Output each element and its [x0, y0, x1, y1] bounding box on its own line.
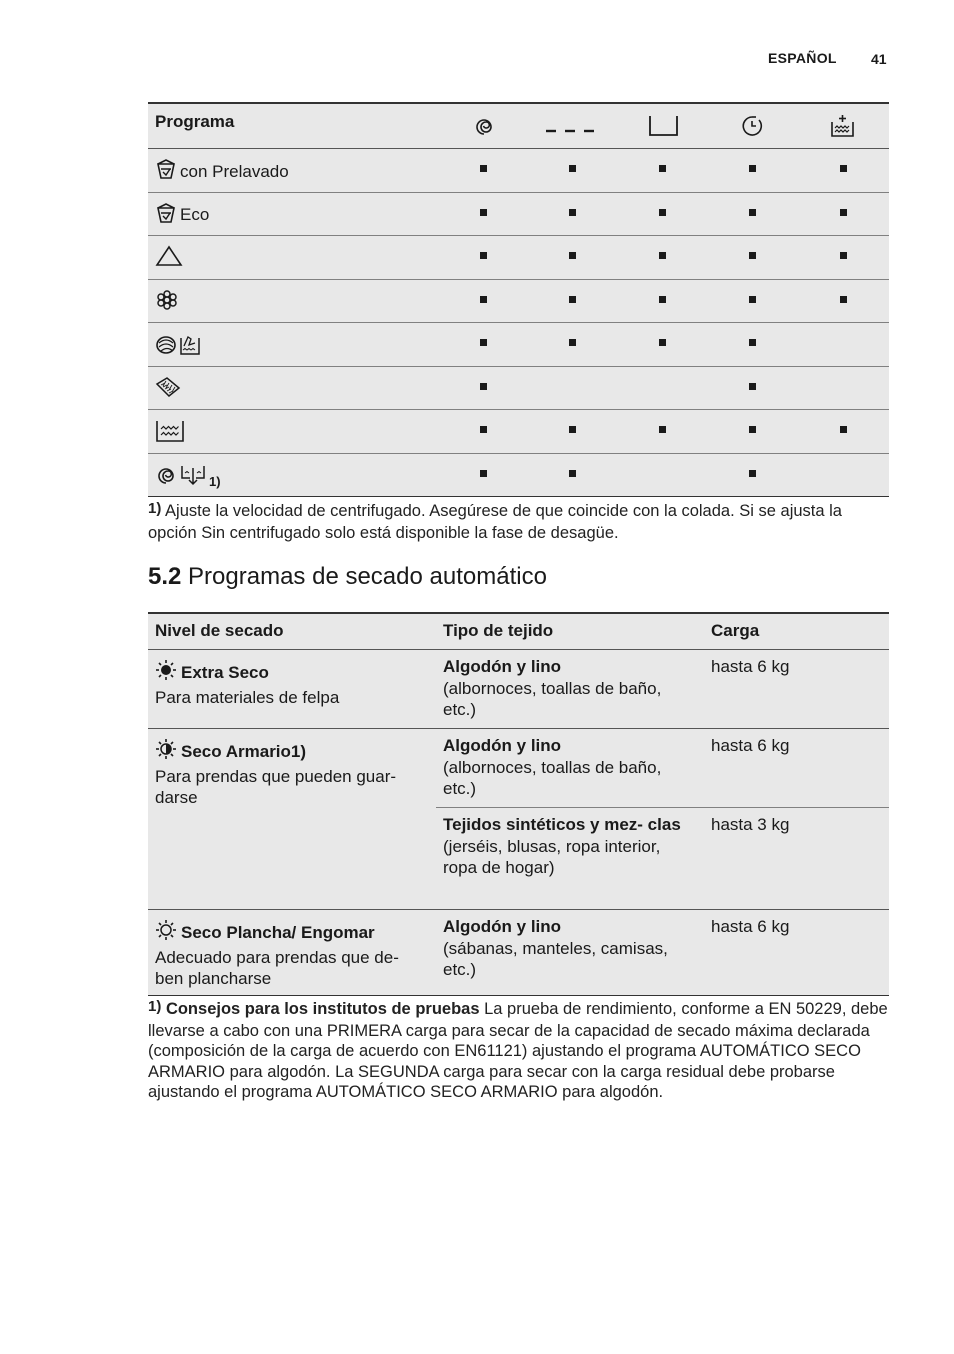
program-row [148, 454, 889, 498]
drying-level-desc: Adecuado para prendas que de- ben plancharse [155, 947, 399, 988]
sun-outline-icon [155, 919, 177, 947]
col-header-level: Nivel de secado [155, 621, 284, 640]
option-mark [569, 296, 576, 303]
fabric-name: Algodón y lino [443, 657, 562, 676]
option-mark [480, 252, 487, 259]
drying-level-name: Extra Seco [181, 663, 269, 682]
drying-level [155, 659, 430, 708]
program-row [148, 367, 889, 411]
spin-icon [155, 463, 177, 492]
fabric-name: Algodón y lino [443, 917, 562, 936]
program-header: Programa [155, 112, 235, 131]
fabric-desc: (jerséis, blusas, ropa interior, ropa de hogar) [443, 836, 661, 877]
sun-half-icon [155, 738, 177, 766]
option-mark [659, 339, 666, 346]
fabric-cell [443, 656, 698, 721]
table2-footnote [148, 999, 890, 1103]
fabric-cell [443, 735, 698, 800]
option-mark [840, 209, 847, 216]
fabric-desc: (albornoces, toallas de baño, etc.) [443, 678, 662, 719]
option-mark [749, 470, 756, 477]
sun-full-icon [155, 659, 177, 687]
section-number: 5.2 [148, 563, 182, 590]
option-mark [480, 165, 487, 172]
page-number: 41 [871, 51, 887, 67]
options-table [148, 102, 889, 497]
footnote-text: La prueba de rendimiento, conforme a EN 50229, debe llevarse a cabo con una PRIMERA carga para secar de la capacidad de secado máxima declarada (composición de la carga de acuerdo con EN61121) ajustando el programa AUTOMÁTICO SECO ARMARIO para algodón. La SEGUNDA carga para secar con la carga residual debe probarse ajustando el programa AUTOMÁTICO SECO ARMARIO para algodón. [148, 1000, 888, 1101]
option-mark [659, 209, 666, 216]
footnote-mark: 1) [148, 998, 162, 1015]
wash-basket-icon [155, 158, 177, 185]
footnote-title: Consejos para los institutos de pruebas [165, 1000, 480, 1018]
program-row [148, 280, 889, 324]
option-mark [480, 209, 487, 216]
rinse-icon [155, 419, 185, 448]
fabric-name: Algodón y lino [443, 736, 562, 755]
wool-handwash-icon [155, 332, 201, 361]
program-row [148, 236, 889, 280]
fabric-row [436, 729, 889, 807]
option-mark [749, 252, 756, 259]
program-row [148, 149, 889, 193]
program-row [148, 193, 889, 237]
option-mark [569, 209, 576, 216]
option-mark [659, 296, 666, 303]
load-value: hasta 3 kg [711, 815, 790, 834]
fabric-cell [443, 916, 698, 981]
option-mark [569, 426, 576, 433]
drain-icon [180, 464, 206, 491]
delicates-icon [155, 376, 181, 403]
program-label: con Prelavado [180, 161, 289, 181]
footnote-mark: 1) [148, 500, 162, 517]
fabric-row [436, 650, 889, 728]
square-icon [648, 114, 680, 143]
option-mark [659, 426, 666, 433]
options-table-header [148, 102, 889, 149]
option-mark [749, 165, 756, 172]
drying-level [155, 738, 430, 809]
section-title [148, 563, 547, 591]
fabric-row [436, 910, 889, 995]
section-heading: Programas de secado automático [188, 563, 547, 590]
fabric-name: Tejidos sintéticos y mez- clas [443, 815, 681, 834]
flower-icon [155, 289, 179, 316]
drying-level-desc: Para prendas que pueden guar- darse [155, 766, 397, 807]
drying-table-header [148, 614, 889, 650]
option-mark [840, 426, 847, 433]
timer-icon [739, 114, 765, 143]
load-value: hasta 6 kg [711, 917, 790, 936]
load-value: hasta 6 kg [711, 657, 790, 676]
load-value: hasta 6 kg [711, 736, 790, 755]
fabric-desc: (albornoces, toallas de baño, etc.) [443, 757, 662, 798]
drying-level-name: Seco Plancha/ Engomar [181, 923, 375, 942]
tub-plus-icon [830, 114, 856, 145]
dashes-icon [543, 114, 603, 143]
option-mark [749, 296, 756, 303]
footnote-ref: 1) [209, 473, 221, 489]
fabric-row [436, 807, 889, 908]
drying-level-row [148, 650, 889, 729]
option-mark [569, 252, 576, 259]
wash-basket-icon [155, 202, 177, 229]
option-mark [659, 252, 666, 259]
drying-level-row [148, 729, 889, 910]
option-mark [840, 165, 847, 172]
option-mark [749, 383, 756, 390]
drying-level [155, 919, 430, 990]
option-mark [480, 383, 487, 390]
option-mark [749, 339, 756, 346]
option-mark [749, 209, 756, 216]
drying-table [148, 612, 889, 996]
option-mark [569, 339, 576, 346]
program-row [148, 323, 889, 367]
fabric-cell [443, 814, 698, 879]
option-mark [840, 252, 847, 259]
header-language: ESPAÑOL [768, 50, 837, 66]
drying-level-desc: Para materiales de felpa [155, 687, 340, 707]
option-mark [659, 165, 666, 172]
table1-footnote [148, 501, 890, 543]
option-mark [569, 165, 576, 172]
option-mark [480, 426, 487, 433]
program-label: Eco [180, 205, 210, 224]
option-mark [480, 339, 487, 346]
option-mark [569, 470, 576, 477]
fabric-desc: (sábanas, manteles, camisas, etc.) [443, 938, 668, 979]
option-mark [840, 296, 847, 303]
col-header-fabric: Tipo de tejido [443, 621, 554, 640]
option-mark [749, 426, 756, 433]
option-mark [480, 470, 487, 477]
drying-level-name: Seco Armario1) [181, 742, 307, 761]
col-header-load: Carga [711, 621, 760, 640]
option-mark [480, 296, 487, 303]
spin-icon [473, 114, 495, 143]
drying-level-row [148, 910, 889, 995]
footnote-text: Ajuste la velocidad de centrifugado. Asegúrese de que coincide con la colada. Si se ajusta la opción Sin centrifugado solo está disponible la fase de desagüe. [148, 502, 842, 542]
program-row [148, 410, 889, 454]
triangle-icon [155, 245, 183, 272]
